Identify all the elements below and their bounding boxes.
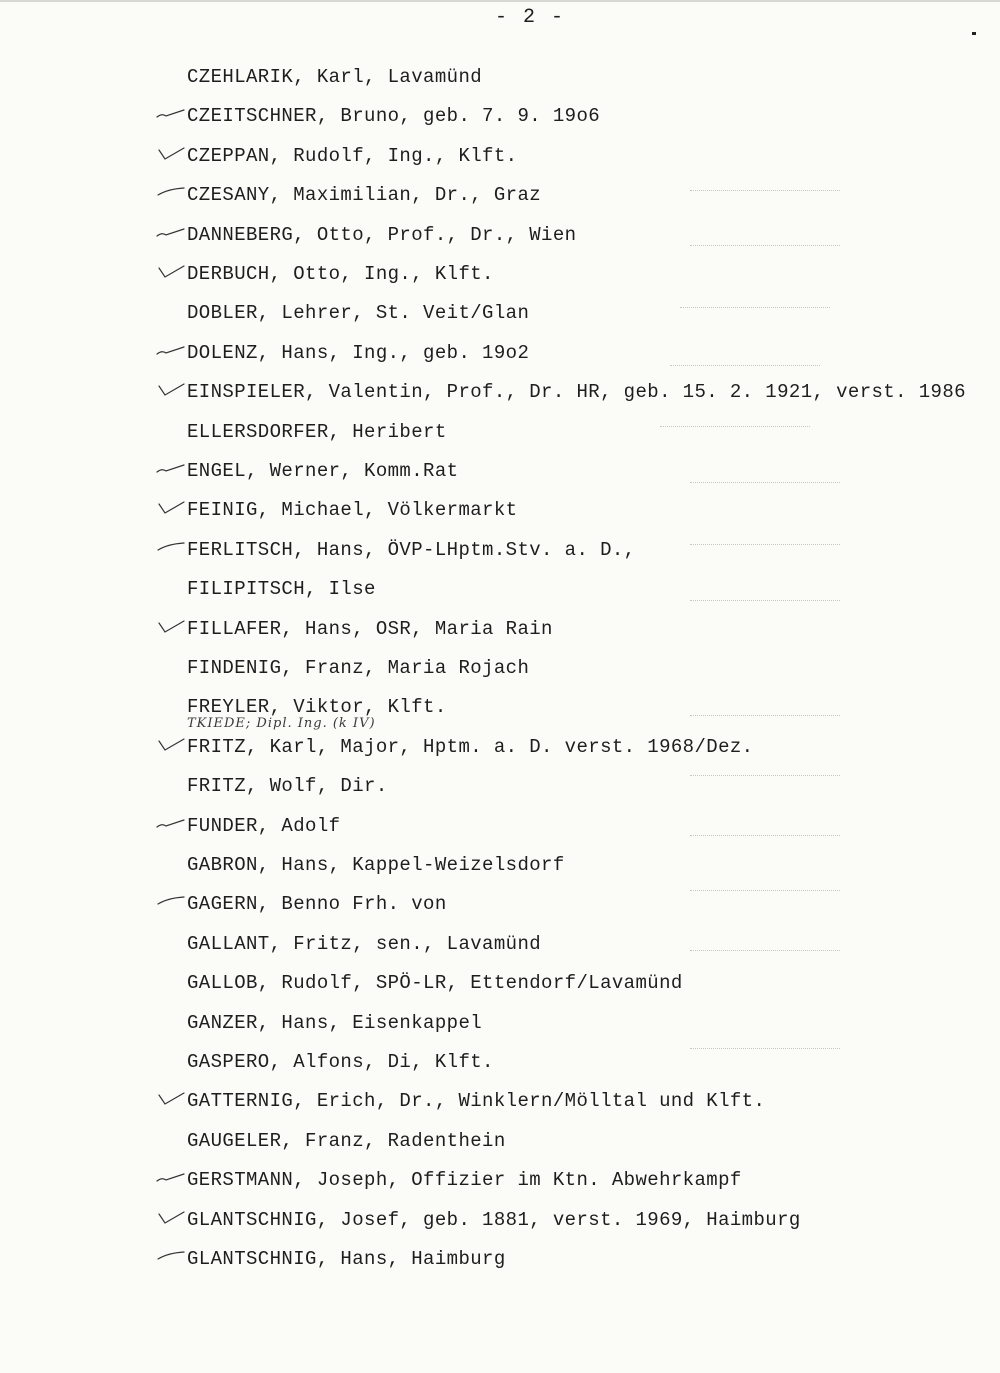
bleed-through-marks xyxy=(690,950,840,955)
handwritten-annotation: TKIEDE; Dipl. Ing. (k IV) xyxy=(187,716,376,731)
list-item: CZEHLARIK, Karl, Lavamünd xyxy=(187,66,483,88)
check-mark-icon xyxy=(156,1250,186,1266)
bleed-through-marks xyxy=(690,245,840,250)
list-item: EINSPIELER, Valentin, Prof., Dr. HR, geb. 15. 2. 1921, verst. 1986 xyxy=(187,381,966,403)
list-item: CZEPPAN, Rudolf, Ing., Klft. xyxy=(187,145,518,167)
list-item: DOLENZ, Hans, Ing., geb. 19o2 xyxy=(187,342,530,364)
list-item: DANNEBERG, Otto, Prof., Dr., Wien xyxy=(187,224,577,246)
check-mark-icon xyxy=(156,107,186,123)
bleed-through-marks xyxy=(690,190,840,195)
list-item: FERLITSCH, Hans, ÖVP-LHptm.Stv. a. D., xyxy=(187,539,636,561)
list-item: FREYLER, Viktor, Klft. xyxy=(187,696,447,718)
list-item: ELLERSDORFER, Heribert xyxy=(187,421,447,443)
list-item: FRITZ, Wolf, Dir. xyxy=(187,775,388,797)
check-mark-icon xyxy=(156,226,186,242)
check-mark-icon xyxy=(156,620,186,636)
list-item: CZESANY, Maximilian, Dr., Graz xyxy=(187,184,542,206)
list-item: DERBUCH, Otto, Ing., Klft. xyxy=(187,263,494,285)
list-item: GAGERN, Benno Frh. von xyxy=(187,893,447,915)
bleed-through-marks xyxy=(690,835,840,840)
list-item: GLANTSCHNIG, Josef, geb. 1881, verst. 1969, Haimburg xyxy=(187,1209,801,1231)
page-top-edge xyxy=(0,0,1000,2)
check-mark-icon xyxy=(156,1092,186,1108)
bleed-through-marks xyxy=(690,890,840,895)
list-item: FUNDER, Adolf xyxy=(187,815,341,837)
list-item: GABRON, Hans, Kappel-Weizelsdorf xyxy=(187,854,565,876)
ink-speck xyxy=(972,32,976,35)
list-item: FINDENIG, Franz, Maria Rojach xyxy=(187,657,530,679)
bleed-through-marks xyxy=(690,775,840,780)
list-item: DOBLER, Lehrer, St. Veit/Glan xyxy=(187,302,530,324)
bleed-through-marks xyxy=(690,482,840,487)
list-item: ENGEL, Werner, Komm.Rat xyxy=(187,460,459,482)
list-item: GERSTMANN, Joseph, Offizier im Ktn. Abwehrkampf xyxy=(187,1169,742,1191)
list-item: GAUGELER, Franz, Radenthein xyxy=(187,1130,506,1152)
list-item: FILLAFER, Hans, OSR, Maria Rain xyxy=(187,618,553,640)
check-mark-icon xyxy=(156,344,186,360)
bleed-through-marks xyxy=(690,600,840,605)
check-mark-icon xyxy=(156,383,186,399)
list-item: GALLOB, Rudolf, SPÖ-LR, Ettendorf/Lavamünd xyxy=(187,972,683,994)
list-item: GANZER, Hans, Eisenkappel xyxy=(187,1012,483,1034)
bleed-through-marks xyxy=(670,365,820,370)
check-mark-icon xyxy=(156,501,186,517)
check-mark-icon xyxy=(156,738,186,754)
check-mark-icon xyxy=(156,1211,186,1227)
check-mark-icon xyxy=(156,541,186,557)
bleed-through-marks xyxy=(690,544,840,549)
check-mark-icon xyxy=(156,147,186,163)
list-item: GASPERO, Alfons, Di, Klft. xyxy=(187,1051,494,1073)
check-mark-icon xyxy=(156,265,186,281)
bleed-through-marks xyxy=(680,307,830,312)
bleed-through-marks xyxy=(690,715,840,720)
list-item: FEINIG, Michael, Völkermarkt xyxy=(187,499,518,521)
list-item: GLANTSCHNIG, Hans, Haimburg xyxy=(187,1248,506,1270)
bleed-through-marks xyxy=(690,1048,840,1053)
list-item: FILIPITSCH, Ilse xyxy=(187,578,376,600)
check-mark-icon xyxy=(156,462,186,478)
check-mark-icon xyxy=(156,1171,186,1187)
list-item: FRITZ, Karl, Major, Hptm. a. D. verst. 1968/Dez. xyxy=(187,736,754,758)
check-mark-icon xyxy=(156,817,186,833)
page-number: - 2 - xyxy=(495,6,566,29)
check-mark-icon xyxy=(156,895,186,911)
list-item: GALLANT, Fritz, sen., Lavamünd xyxy=(187,933,542,955)
list-item: GATTERNIG, Erich, Dr., Winklern/Mölltal und Klft. xyxy=(187,1090,766,1112)
bleed-through-marks xyxy=(660,426,810,431)
check-mark-icon xyxy=(156,186,186,202)
list-item: CZEITSCHNER, Bruno, geb. 7. 9. 19o6 xyxy=(187,105,601,127)
